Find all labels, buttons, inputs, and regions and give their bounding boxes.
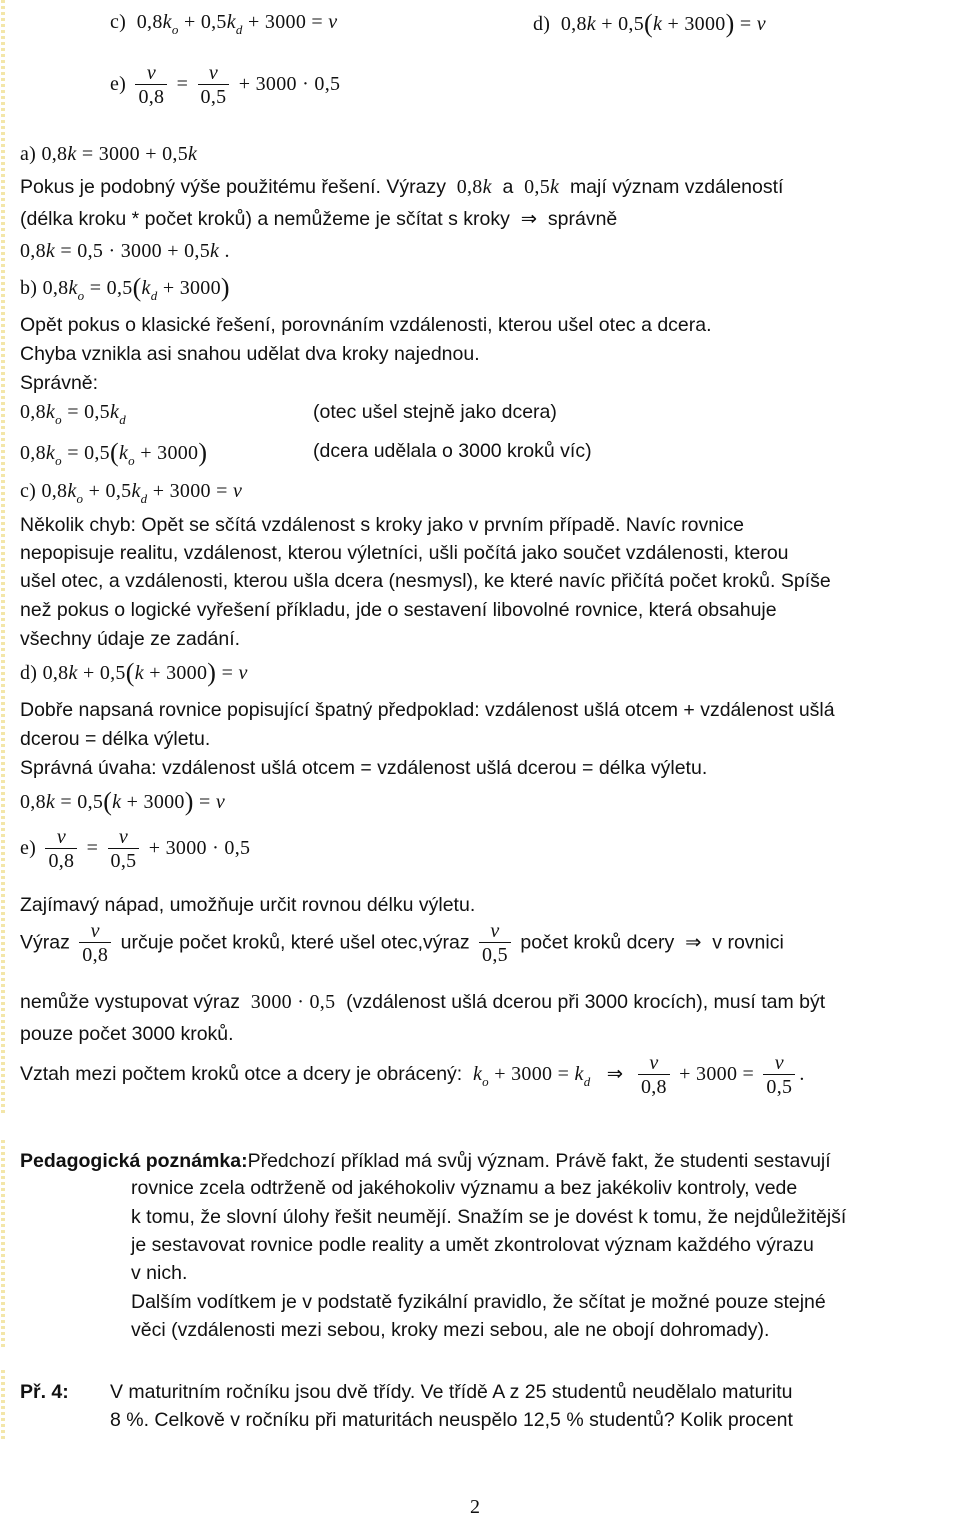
- task-line: 8 %. Celkově v ročníku při maturitách neuspělo 12,5 % studentů? Kolik procent: [110, 1409, 793, 1431]
- note-line: k tomu, že slovní úlohy řešit neumějí. Snažím se je dovést k tomu, že nejdůležitější: [131, 1206, 847, 1228]
- task-line: V maturitním ročníku jsou dvě třídy. Ve třídě A z 25 studentů neudělalo maturitu: [110, 1381, 793, 1403]
- eq-a: a) 0,8k = 3000 + 0,5k: [20, 143, 198, 165]
- implies-arrow-icon: ⇒: [515, 208, 543, 230]
- page-number: 2: [470, 1496, 480, 1518]
- implies-arrow-icon: ⇒: [595, 1063, 629, 1086]
- eq-e: e) $\frac{v}{0,8}$ = $\frac{v}{0,5}$ + 3000 · 0,5: [20, 826, 251, 872]
- note-line: Dalším vodítkem je v podstatě fyzikální pravidlo, že sčítat je možné pouze stejné: [131, 1291, 826, 1313]
- eq-d: d) 0,8k + 0,5(k + 3000) = v: [20, 658, 248, 687]
- text-line: než pokus o logické vyřešení příkladu, jde o sestavení libovolné rovnice, která obsahuje: [20, 599, 777, 621]
- eq-e-top: e) $\frac{v}{0,8}$ = $\frac{v}{0,5}$ + 3000 · 0,5: [110, 62, 341, 108]
- note-1: (otec ušel stejně jako dcera): [313, 401, 557, 423]
- text-line: Několik chyb: Opět se sčítá vzdálenost s kroky jako v prvním případě. Navíc rovnice: [20, 514, 744, 536]
- eq-a-correct: 0,8k = 0,5 · 3000 + 0,5k .: [20, 240, 230, 262]
- note-2: (dcera udělala o 3000 kroků víc): [313, 440, 592, 462]
- text-line: Zajímavý nápad, umožňuje určit rovnou délku výletu.: [20, 894, 476, 916]
- eq-c-top: c) $0,8k_o + 0,5k_d + 3000 = v$: [110, 11, 338, 37]
- text-line: pouze počet 3000 kroků.: [20, 1023, 234, 1045]
- note-heading: Pedagogická poznámka:: [20, 1150, 248, 1172]
- note-line: věci (vzdálenosti mezi sebou, kroky mezi sebou, ale ne obojí dohromady).: [131, 1319, 770, 1341]
- eq-c: c) $0,8k_o + 0,5k_d + 3000 = v$: [20, 480, 243, 506]
- text-line: nepopisuje realitu, vzdálenost, kterou výletníci, ušli počítá jako součet vzdálenosti, kterou: [20, 542, 789, 564]
- text-line: Dobře napsaná rovnice popisující špatný předpoklad: vzdálenost ušlá otcem + vzdálenost ušlá: [20, 699, 835, 721]
- task-label: Př. 4:: [20, 1381, 69, 1403]
- text-line: všechny údaje ze zadání.: [20, 628, 241, 650]
- implies-arrow-icon: ⇒: [679, 931, 707, 954]
- text-line: Správná úvaha: vzdálenost ušlá otcem = vzdálenost ušlá dcerou = délka výletu.: [20, 757, 708, 779]
- text-line: ušel otec, a vzdálenosti, kterou ušla dcera (nesmysl), ke které navíc přičítá počet kroků. Spíše: [20, 570, 831, 592]
- text-line: Pokus je podobný výše použitému řešení. Výrazy 0,8k a 0,5k mají význam vzdáleností: [20, 176, 784, 198]
- margin-stripe-top: [1, 0, 5, 1115]
- text-line: dcerou = délka výletu.: [20, 728, 211, 750]
- note-line: rovnice zcela odtrženě od jakéhokoliv významu a bez jakékoliv kontroly, vede: [131, 1177, 798, 1199]
- text-line: Opět pokus o klasické řešení, porovnáním vzdálenosti, kterou ušel otec a dcera.: [20, 314, 712, 336]
- eq-d-top: d) 0,8k + 0,5(k + 3000) = v: [533, 9, 766, 38]
- note-line: je sestavovat rovnice podle reality a umět zkontrolovat význam každého výrazu: [131, 1234, 814, 1256]
- note-heading-line: Pedagogická poznámka:Předchozí příklad má svůj význam. Právě fakt, že studenti sestavují: [20, 1150, 831, 1172]
- text-line: Správně:: [20, 372, 99, 394]
- eq-correct-2: $0,8k_o = 0,5(k_o + 3000)$: [20, 438, 208, 468]
- text-line: (délka kroku * počet kroků) a nemůžeme je sčítat s kroky ⇒ správně: [20, 208, 618, 230]
- text-line: Chyba vznikla asi snahou udělat dva kroky najednou.: [20, 343, 480, 365]
- margin-stripe-task: [1, 1370, 5, 1440]
- eq-b: b) $0,8k_o = 0,5(k_d + 3000)$: [20, 273, 230, 303]
- text-line: Výraz $\frac{v}{0,8}$ určuje počet kroků, které ušel otec,výraz $\frac{v}{0,5}$ počet kroků dcery ⇒ v rovnici: [20, 920, 784, 966]
- text-line: nemůže vystupovat výraz 3000 · 0,5 (vzdálenost ušlá dcerou při 3000 krocích), musí tam být: [20, 991, 826, 1013]
- margin-stripe-note: [1, 1140, 5, 1350]
- text-line: Vztah mezi počtem kroků otce a dcery je obrácený: $k_o + 3000 = k_d$ ⇒ $\frac{v}{0,8}$ + 3000 = $\frac{v}{0,5}$ .: [20, 1052, 805, 1098]
- note-line: v nich.: [131, 1262, 188, 1284]
- eq-d-correct: 0,8k = 0,5(k + 3000) = v: [20, 787, 226, 816]
- eq-correct-1: $0,8k_o = 0,5k_d$: [20, 401, 126, 427]
